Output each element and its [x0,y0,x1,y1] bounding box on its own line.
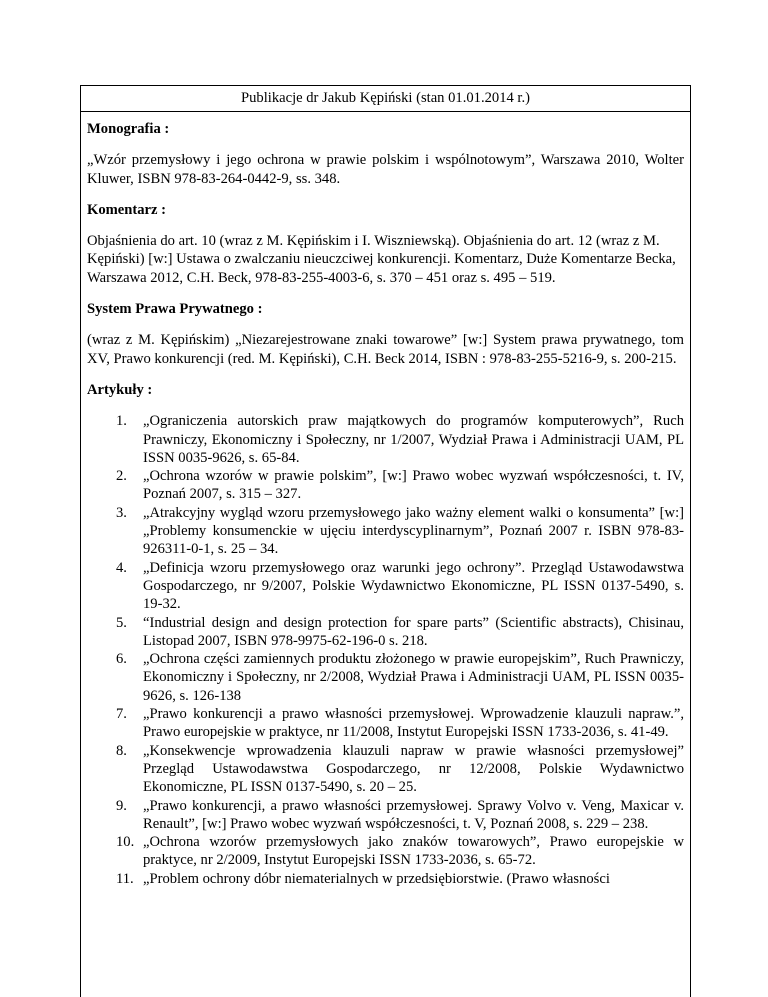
publications-table [80,85,691,997]
section-text-monografia: „Wzór przemysłowy i jego ochrona w prawie polskim i wspólnotowym”, Warszawa 2010, Wolter Kluwer, ISBN 978-83-264-0442-9, ss. 348. [87,152,684,187]
list-item-number: 3. [116,504,127,521]
list-item [87,833,684,870]
list-item [87,797,684,834]
section-heading-komentarz: Komentarz : [87,201,167,218]
list-item [87,742,684,797]
list-item-text: „Ochrona wzorów w prawie polskim”, [w:] Prawo wobec wyzwań współczesności, t. IV, Poznań 2007, s. 315 – 327. [143,468,684,503]
section-text-komentarz: Objaśnienia do art. 10 (wraz z M. Kępińskim i I. Wiszniewską). Objaśnienia do art. 12 (wraz z M. Kępiński) [w:] Ustawa o zwalczaniu nieuczciwej konkurencji. Komentarz, Duże Komentarze Becka, Warszawa 2012, C.H. Beck, 978-83-255-4003-6, s. 370 – 451 oraz s. 495 – 519. [87,233,676,286]
list-item-number: 9. [116,797,127,814]
list-item [87,504,684,559]
list-item [87,705,684,742]
list-item-number: 1. [116,413,127,430]
list-item-number: 2. [116,468,127,485]
list-item [87,870,684,888]
list-item-text: „Atrakcyjny wygląd wzoru przemysłowego jako ważny element walki o konsumenta” [w:] „Problemy konsumenckie w ujęciu interdyscyplinarnym”, Poznań 2007 r. ISBN 978-83-926311-0-1, s. 25 – 34. [143,504,684,558]
list-item-number: 8. [116,742,127,759]
list-item-number: 5. [116,614,127,631]
list-item-number: 7. [116,706,127,723]
list-item-number: 10. [116,834,135,851]
list-item-text: „Definicja wzoru przemysłowego oraz warunki jego ochrony”. Przegląd Ustawodawstwa Gospodarczego, nr 9/2007, Polskie Wydawnictwo Ekonomiczne, PL ISSN 0137-5490, s. 19-32. [143,559,684,613]
list-item-number: 6. [116,651,127,668]
section-heading-monografia: Monografia : [87,121,170,137]
list-item-text: „Ochrona wzorów przemysłowych jako znaków towarowych”, Prawo europejskie w praktyce, nr 2/2009, Instytut Europejski ISSN 1733-2036, s. 65-72. [143,834,684,869]
list-item-text: „Ochrona części zamiennych produktu złożonego w prawie europejskim”, Ruch Prawniczy, Ekonomiczny i Społeczny, nr 2/2008, Wydział Prawa i Administracji UAM, PL ISSN 0035-9626, s. 126-138 [143,651,684,704]
list-item [87,614,684,651]
list-item [87,412,684,467]
section-heading-artykuly: Artykuły : [87,381,153,398]
list-item [87,650,684,705]
list-item-text: “Industrial design and design protection for spare parts” (Scientific abstracts), Chisinau, Listopad 2007, ISBN 978-9975-62-196-0 s. 218. [143,614,684,649]
list-item [87,559,684,614]
articles-list [87,412,684,888]
section-heading-system-prawa: System Prawa Prywatnego : [87,301,263,318]
list-item-text: „Prawo konkurencji a prawo własności przemysłowej. Wprowadzenie klauzuli napraw.”, Prawo europejskie w praktyce, nr 11/2008, Instytut Europejski ISSN 1733-2036, s. 41-49. [143,706,684,741]
list-item-text: „Ograniczenia autorskich praw majątkowych do programów komputerowych”, Ruch Prawniczy, Ekonomiczny i Społeczny, nr 1/2007, Wydział Prawa i Administracji UAM, PL ISSN 0035-9626, s. 65-84. [143,413,684,466]
table-content [81,112,690,888]
list-item-number: 4. [116,559,127,576]
document-title: Publikacje dr Jakub Kępiński (stan 01.01.2014 r.) [81,86,690,112]
list-item [87,467,684,504]
list-item-number: 11. [116,870,134,887]
list-item-text: „Prawo konkurencji, a prawo własności przemysłowej. Sprawy Volvo v. Veng, Maxicar v. Renault”, [w:] Prawo wobec wyzwań współczesności, t. V, Poznań 2008, s. 229 – 238. [143,797,684,832]
list-item-text: „Problem ochrony dóbr niematerialnych w przedsiębiorstwie. (Prawo własności [143,870,610,887]
list-item-text: „Konsekwencje wprowadzenia klauzuli napraw w prawie własności przemysłowej” Przegląd Ustawodawstwa Gospodarczego, nr 12/2008, Polskie Wydawnictwo Ekonomiczne, PL ISSN 0137-5490, s. 20 – 25. [143,742,684,796]
section-text-system-prawa: (wraz z M. Kępińskim) „Niezarejestrowane znaki towarowe” [w:] System prawa prywatnego, tom XV, Prawo konkurencji (red. M. Kępiński), C.H. Beck 2014, ISBN : 978-83-255-5216-9, s. 200-215. [87,332,684,367]
